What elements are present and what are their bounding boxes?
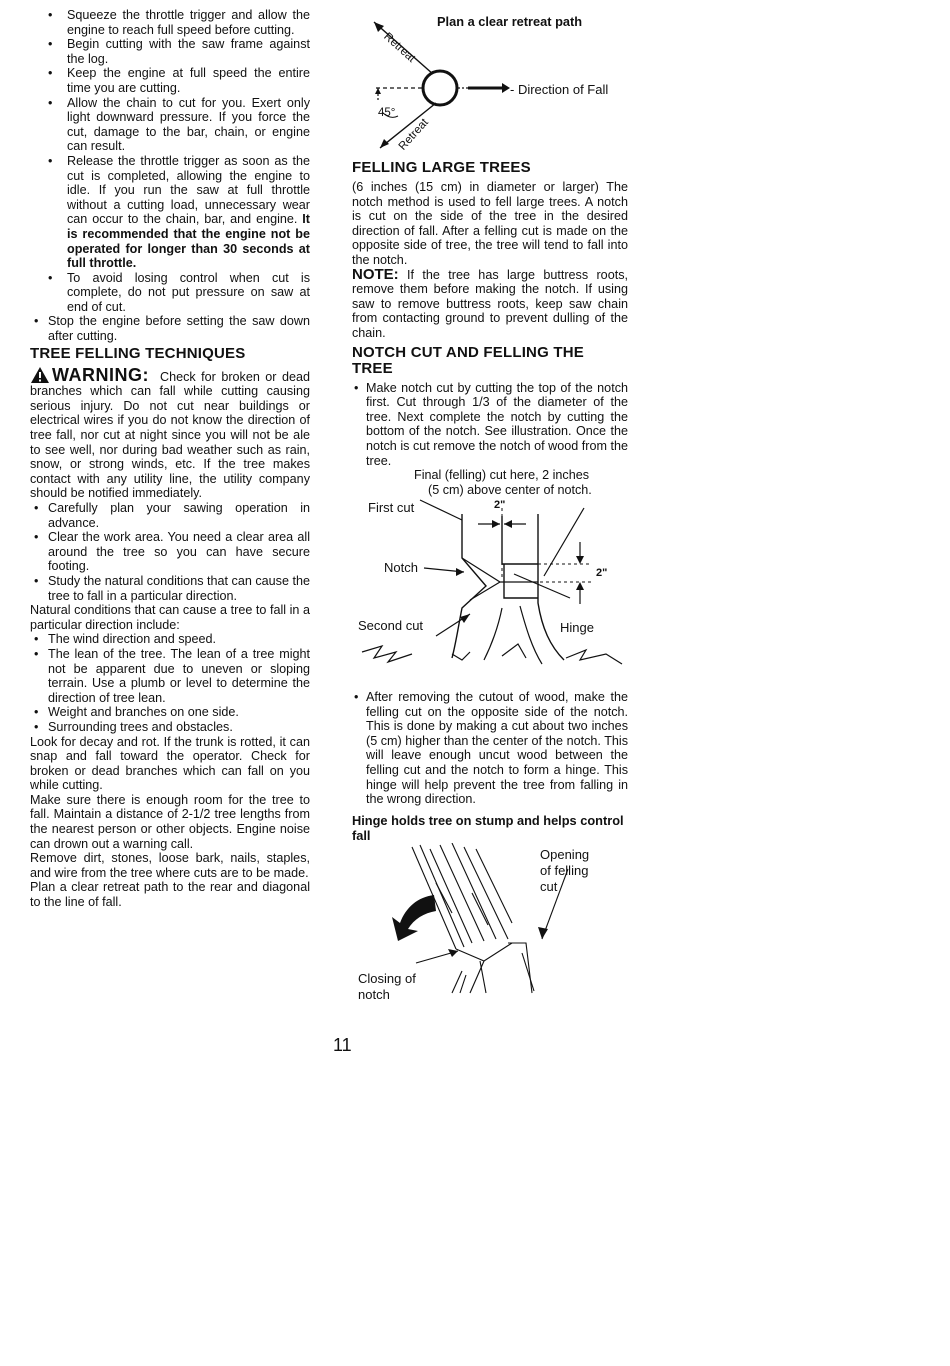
paragraph: Remove dirt, stones, loose bark, nails, staples, and wire from the tree where cuts are to be made. bbox=[30, 851, 310, 880]
notch-cut-figure bbox=[352, 468, 628, 690]
list-item: • Squeeze the throttle trigger and allow the engine to reach full speed before cutting. bbox=[30, 8, 310, 37]
planning-list bbox=[30, 501, 310, 603]
paragraph: Plan a clear retreat path to the rear and diagonal to the line of fall. bbox=[30, 880, 310, 910]
list-item bbox=[30, 154, 310, 271]
notch-label: Notch bbox=[384, 560, 418, 576]
dimension-top-label: 2" bbox=[494, 499, 506, 512]
direction-of-fall-label: - Direction of Fall bbox=[510, 82, 609, 97]
retreat-path-figure bbox=[352, 8, 628, 158]
warning-text: Check for broken or dead branches which can fall while cutting causing serious injury. Do not cut near buildings or electrical wires if you do not know the direction of tree fall, nor cut at night since you will not be ale to see well, nor during bad weather such as rain, snow, or strong winds, etc. If the tree makes contact with any utility line, the utility company should be notified immediately. bbox=[30, 369, 310, 501]
closing-label: Closing of bbox=[358, 970, 416, 986]
opening-label: cut bbox=[540, 878, 558, 894]
closing-label: notch bbox=[358, 986, 390, 1002]
retreat-label-bottom: Retreat bbox=[396, 116, 431, 153]
list-item: • Keep the engine at full speed the entire time you are cutting. bbox=[30, 66, 310, 95]
hinge-figure bbox=[352, 843, 628, 1013]
final-cut-label: Final (felling) cut here, 2 inches bbox=[414, 468, 589, 483]
release-bullet-text: Release the throttle trigger as soon as the cut is completed, allowing the engine to idle. If you run the saw at full throttle without a cutting load, unnecessary wear can occur to the chain, bar, and engine. bbox=[67, 153, 310, 227]
note-label: NOTE: bbox=[352, 265, 399, 283]
felling-paragraph: (6 inches (15 cm) in diameter or larger) The notch method is used to fell large trees. A notch is cut on the side of the tree in the desired direction of fall. After a felling cut is made on the opposite side of tree, the tree will tend to fall into the notch. bbox=[352, 180, 628, 267]
list-item: • The lean of the tree. The lean of a tree might not be apparent due to uneven or sloping terrain. Use a plumb or level to determine the direction of tree lean. bbox=[30, 647, 310, 705]
list-item: • Weight and branches on one side. bbox=[30, 705, 310, 720]
warning-label: WARNING: bbox=[52, 364, 149, 385]
section-heading: TREE FELLING TECHNIQUES bbox=[30, 344, 246, 362]
list-item: • After removing the cutout of wood, make the felling cut on the opposite side of the notch. This is done by making a cut about two inches (5 cm) higher than the center of the notch. This will leave enough uncut wood between the felling cut and the notch to form a hinge. This hinge will help prevent the tree from falling in the wrong direction. bbox=[352, 690, 628, 807]
hinge-caption: Hinge holds tree on stump and helps control fall bbox=[352, 812, 624, 843]
opening-label: of felling bbox=[540, 862, 589, 878]
right-column bbox=[352, 8, 628, 1013]
second-cut-label: Second cut bbox=[358, 618, 424, 634]
list-item: • Surrounding trees and obstacles. bbox=[30, 720, 310, 735]
stop-engine-list bbox=[30, 314, 310, 343]
list-item: • Carefully plan your sawing operation in advance. bbox=[30, 501, 310, 530]
paragraph: Look for decay and rot. If the trunk is rotted, it can snap and fall toward the operator. Check for broken or dead branches which can fall on you while cutting. bbox=[30, 734, 310, 793]
hinge-label: Hinge bbox=[560, 620, 594, 636]
notch-list bbox=[352, 381, 628, 469]
dimension-side-label: 2" bbox=[596, 567, 608, 580]
list-item: • Begin cutting with the saw frame against the log. bbox=[30, 37, 310, 66]
natural-conditions-list bbox=[30, 632, 310, 734]
release-bullet-bold: It is recommended that the engine not be operated for longer than 30 seconds at full throttle. bbox=[67, 212, 310, 271]
notch-cut-heading: NOTCH CUT AND FELLING THE TREE bbox=[352, 343, 584, 377]
retreat-label-top: Retreat bbox=[381, 30, 418, 65]
list-item: • To avoid losing control when cut is complete, do not put pressure on saw at end of cut. bbox=[30, 271, 310, 315]
angle-label: 45° bbox=[378, 107, 396, 119]
felling-cut-list bbox=[352, 690, 628, 807]
first-cut-label: First cut bbox=[368, 500, 415, 516]
list-item: • Study the natural conditions that can cause the tree to fall in a particular direction. bbox=[30, 574, 310, 603]
left-column bbox=[30, 8, 310, 910]
final-cut-label: (5 cm) above center of notch. bbox=[428, 483, 592, 498]
list-item: • Clear the work area. You need a clear area all around the tree so you can have secure footing. bbox=[30, 530, 310, 574]
page-number: 11 bbox=[333, 1035, 352, 1055]
list-item: • The wind direction and speed. bbox=[30, 632, 310, 647]
list-item: • Make notch cut by cutting the top of the notch first. Cut through 1/3 of the diameter of the tree. Next complete the notch by cutting the bottom of the notch. See illustration. Once the notch is cut remove the notch of wood from the tree. bbox=[352, 381, 628, 469]
felling-large-trees-heading: FELLING LARGE TREES bbox=[352, 159, 531, 176]
cutting-steps-list bbox=[30, 8, 310, 314]
note-paragraph bbox=[352, 265, 628, 341]
note-text: If the tree has large buttress roots, remove them before making the notch. If using saw to remove buttress roots, keep saw chain from contacting ground to prevent dulling of the chain. bbox=[352, 267, 628, 340]
opening-label: Opening bbox=[540, 846, 590, 862]
paragraph: Make sure there is enough room for the tree to fall. Maintain a distance of 2-1/2 tree lengths from the nearest person or other objects. Engine noise can drown out a warning call. bbox=[30, 792, 310, 851]
list-item: • Allow the chain to cut for you. Exert only light downward pressure. If you force the cut, damage to the bar, chain, or engine can result. bbox=[30, 96, 310, 154]
warning-block bbox=[30, 366, 310, 501]
retreat-figure-caption: Plan a clear retreat path bbox=[437, 14, 583, 29]
natural-conditions-intro: Natural conditions that can cause a tree to fall in a particular direction include: bbox=[30, 603, 310, 632]
warning-triangle-icon bbox=[30, 366, 50, 384]
list-item: • Stop the engine before setting the saw down after cutting. bbox=[30, 314, 310, 343]
